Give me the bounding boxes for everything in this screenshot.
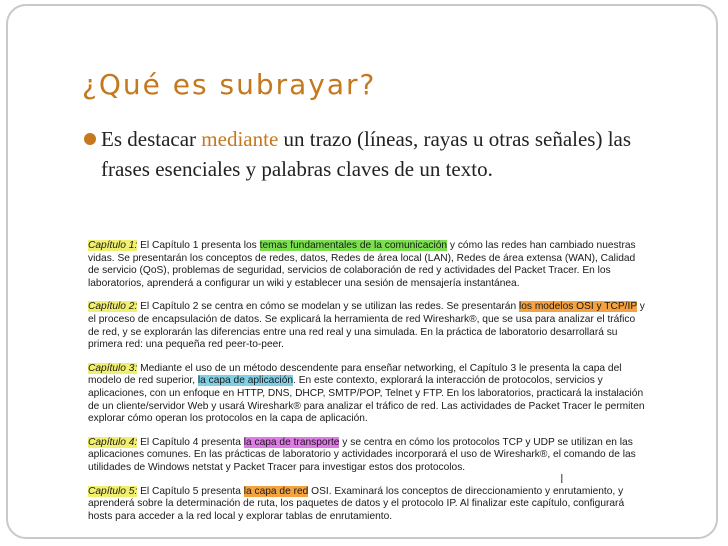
bullet-text-start: Es destacar <box>101 127 202 151</box>
bullet-highlight-word: mediante <box>201 127 279 151</box>
text-cursor-icon: I <box>560 472 564 486</box>
bullet-dot-icon <box>84 133 96 145</box>
bullet-text-end: un trazo (líneas, rayas u otras señales) las frases esenciales y palabras claves de un texto. <box>101 127 632 181</box>
chapter-label: Capítulo 2: <box>88 301 138 313</box>
chapter-label: Capítulo 4: <box>88 436 138 448</box>
document-excerpt-image <box>88 240 648 534</box>
bullet-text <box>84 124 654 184</box>
highlighted-phrase: la capa de transporte <box>243 436 340 448</box>
paragraph-text: El Capítulo 5 presenta <box>137 485 244 497</box>
highlighted-phrase: los modelos OSI y TCP/IP <box>518 301 637 313</box>
bullet-item <box>84 124 654 184</box>
paragraph-text: Mediante el uso de un método descendente para enseñar networking, el Capítulo 3 le presenta la capa del modelo de red superior, <box>88 362 622 387</box>
paragraph-text: y cómo las redes han cambiado nuestras vidas. Se presentarán los conceptos de redes, datos, Redes de área local (LAN), Redes de área extensa (WAN), Calidad de servicio (QoS), problemas de seguridad, servicios de colaboración de red y actividades del Packet Tracer. En los laboratorios, aprenderá a configurar un wiki y establecer una sesión de mensajería instantánea. <box>88 240 636 289</box>
chapter-label: Capítulo 3: <box>88 362 138 374</box>
chapter-paragraph <box>88 437 648 475</box>
chapter-paragraph <box>88 486 648 524</box>
paragraph-text: y el proceso de encapsulación de datos. Se explicará la herramienta de red Wireshark®, que se usa para analizar el tráfico de red, y se explorarán las diferencias entre una red real y una simulada. En la práctica de laboratorio desarrollará su primera red: una pequeña red peer-to-peer. <box>88 301 645 351</box>
paragraph-text: El Capítulo 2 se centra en cómo se modelan y se utilizan las redes. Se presentarán <box>137 301 519 313</box>
highlighted-phrase: la capa de aplicación <box>197 375 294 387</box>
paragraph-text: . En este contexto, explorará la interacción de protocolos, servicios y aplicaciones, con un enfoque en HTTP, DNS, DHCP, SMTP/POP, Telnet y FTP. En los laboratorios, practicará la instalación de un cliente/servidor Web y usará Wireshark® para analizar el tráfico de red. Las actividades de Packet Tracer le permiten explorar cómo operan los protocolos en la capa de aplicación. <box>88 375 645 425</box>
paragraph-text: y se centra en cómo los protocolos TCP y UDP se utilizan en las aplicaciones comunes. En las prácticas de laboratorio y actividades incorporará el uso de Wireshark®, el comando de las utilidades de Windows netstat y Packet Tracer para investigar estos dos protocolos. <box>88 436 636 473</box>
slide-title: ¿Qué es subrayar? <box>82 68 377 101</box>
paragraph-text: El Capítulo 1 presenta los <box>137 240 260 251</box>
highlighted-phrase: temas fundamentales de la comunicación <box>259 240 448 251</box>
chapter-paragraph <box>88 363 648 426</box>
paragraph-text: El Capítulo 4 presenta <box>137 436 244 448</box>
highlighted-phrase: la capa de red <box>243 485 309 497</box>
chapter-label: Capítulo 1: <box>88 240 138 251</box>
paragraph-text: OSI. Examinará los conceptos de direccionamiento y enrutamiento, y aprenderá sobre la determinación de ruta, los paquetes de datos y el protocolo IP. Al finalizar este capítulo, configurará hosts para acceder a la red local y explorar tablas de enrutamiento. <box>88 485 625 522</box>
chapter-label: Capítulo 5: <box>88 485 138 497</box>
chapter-paragraph <box>88 240 648 290</box>
chapter-paragraph <box>88 301 648 351</box>
